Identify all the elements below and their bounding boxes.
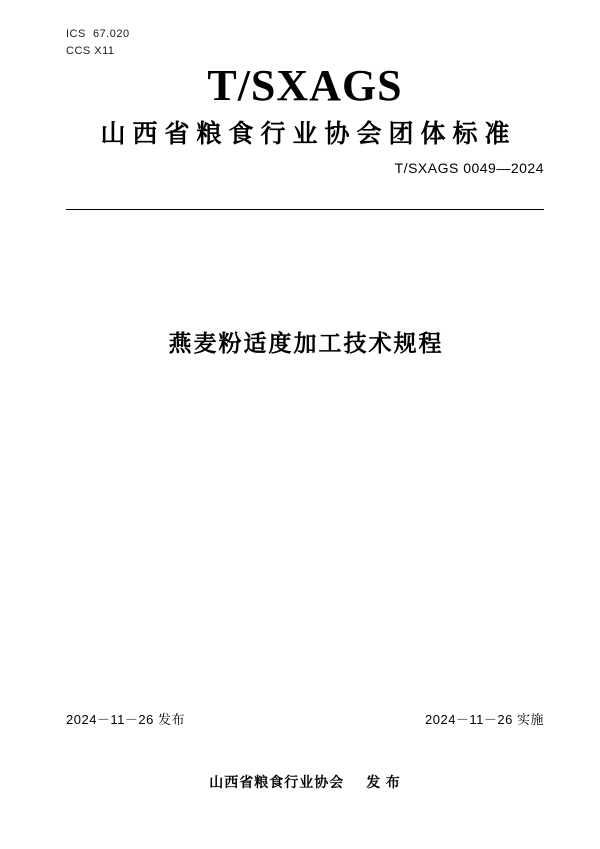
publisher-action: 发 布 (366, 776, 401, 791)
page-title: 燕麦粉适度加工技术规程 (168, 331, 444, 356)
dates-row (66, 709, 544, 728)
publisher-name: 山西省粮食行业协会 (209, 776, 345, 791)
cover-content (66, 0, 544, 849)
ics-code: ICS 67.020 (66, 28, 130, 40)
publisher-line (66, 772, 544, 792)
standard-mark: T/SXAGS (207, 61, 403, 110)
classification-codes (66, 26, 130, 60)
association-name: 山西省粮食行业协会团体标准 (100, 121, 517, 148)
standard-number: T/SXAGS 0049—2024 (394, 160, 544, 176)
header-divider (66, 209, 544, 210)
issue-date: 2024－11－26 发布 (66, 712, 185, 727)
implementation-date: 2024－11－26 实施 (425, 712, 544, 727)
ccs-code: CCS X11 (66, 45, 115, 57)
